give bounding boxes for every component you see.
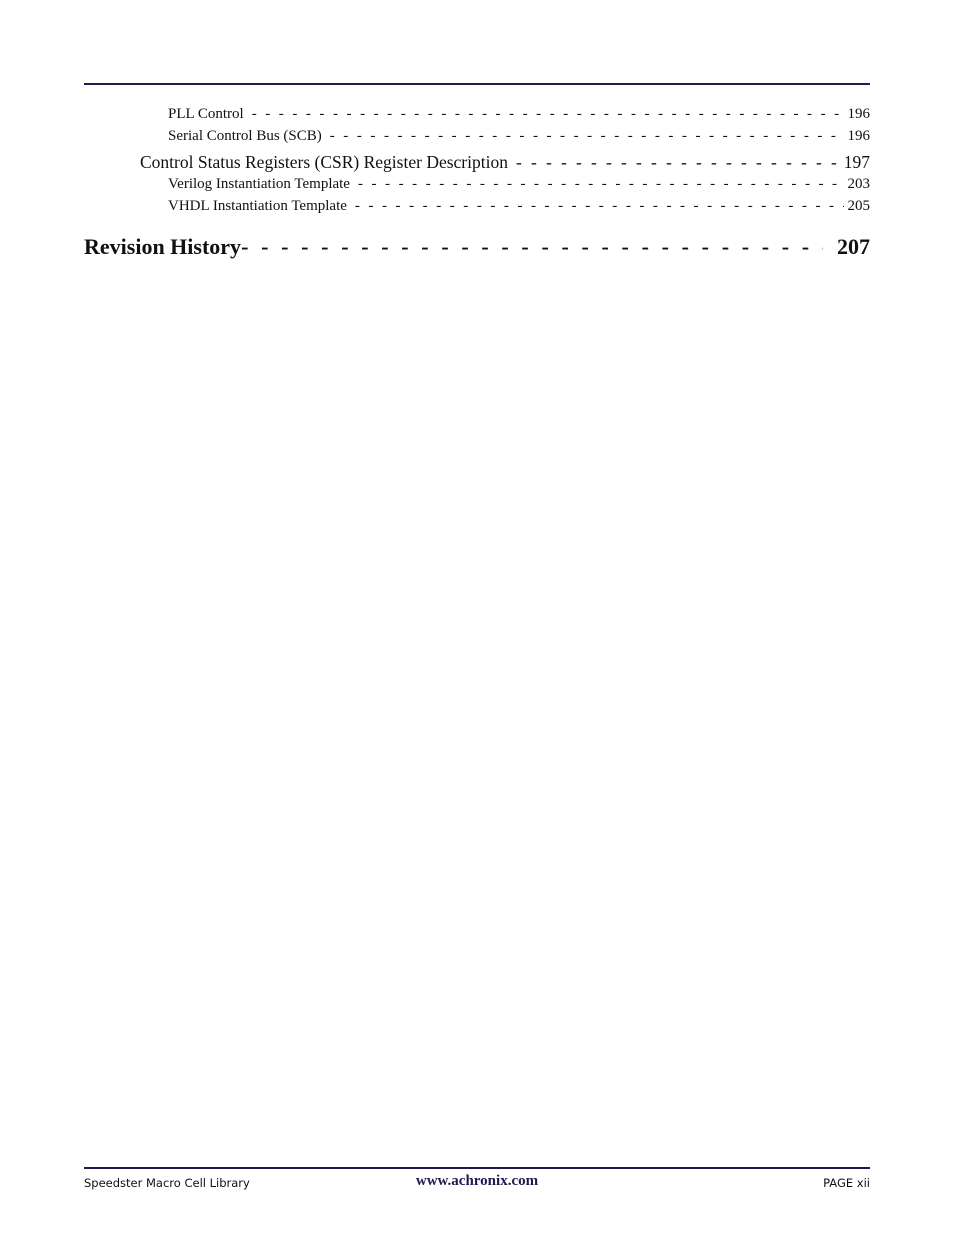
toc-entry-revision-history[interactable] — [0, 234, 870, 260]
toc-entry-verilog-template[interactable] — [0, 176, 870, 193]
footer-document-title: Speedster Macro Cell Library — [84, 1176, 250, 1190]
toc-entry-label: Control Status Registers (CSR) Register Description — [140, 152, 508, 172]
toc-page-number: 196 — [847, 128, 870, 144]
toc-entry-label: PLL Control — [168, 106, 244, 122]
toc-dot-leader — [355, 198, 844, 215]
footer-rule — [84, 1167, 870, 1169]
toc-dot-leader — [330, 128, 844, 145]
toc-entry-label: Serial Control Bus (SCB) — [168, 128, 322, 144]
toc-entry-label: Revision History — [84, 234, 242, 259]
toc-page-number: 196 — [847, 106, 870, 122]
toc-page-number: 205 — [847, 198, 870, 214]
toc-entry-serial-control-bus[interactable] — [0, 128, 870, 145]
toc-page-number: 203 — [847, 176, 870, 192]
toc-page-number: 197 — [843, 152, 870, 172]
toc-entry-label: VHDL Instantiation Template — [168, 198, 347, 214]
toc-entry-pll-control[interactable] — [0, 106, 870, 123]
toc-dot-leader — [358, 176, 844, 193]
toc-page-number: 207 — [837, 234, 870, 259]
toc-entry-vhdl-template[interactable] — [0, 198, 870, 215]
footer-page-label: PAGE xii — [823, 1176, 870, 1190]
toc-entry-csr-register-description[interactable] — [0, 152, 870, 173]
toc-dot-leader — [516, 152, 840, 173]
toc-dot-leader — [241, 234, 823, 260]
toc-entry-label: Verilog Instantiation Template — [168, 176, 350, 192]
header-rule — [84, 83, 870, 85]
toc-dot-leader — [252, 106, 844, 123]
footer-website-link[interactable]: www.achronix.com — [415, 1173, 539, 1189]
